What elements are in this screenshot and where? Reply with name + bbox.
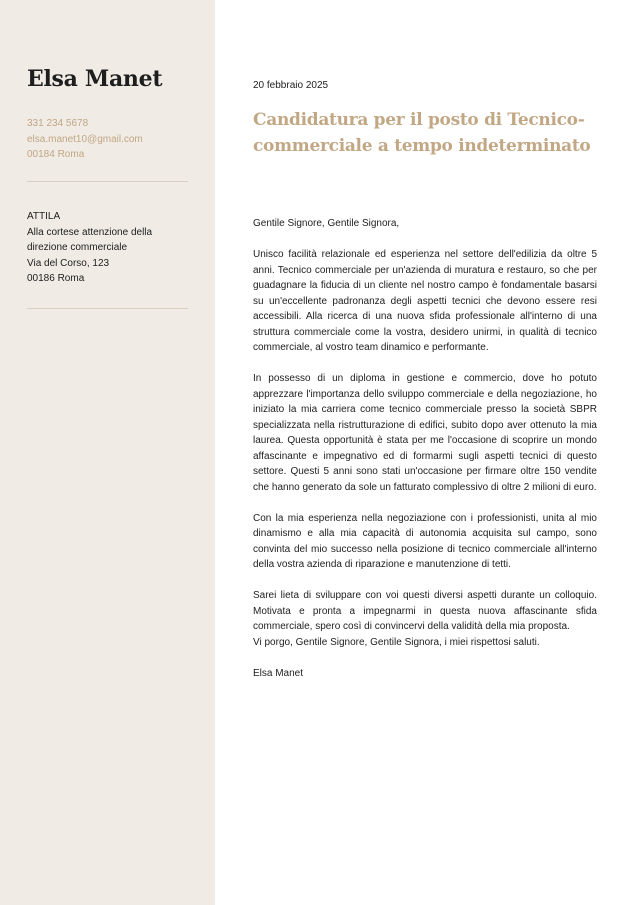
sender-contact (27, 116, 143, 163)
letter-date: 20 febbraio 2025 (253, 80, 329, 91)
recipient-street: Via del Corso, 123 (27, 257, 110, 269)
sender-phone: 331 234 5678 (27, 118, 89, 129)
signature: Elsa Manet (253, 667, 304, 679)
letter-subject: Candidatura per il posto di Tecnico-commerciale a tempo indeterminato (253, 110, 591, 156)
recipient-city: 00186 Roma (27, 273, 85, 284)
recipient-address (27, 209, 152, 287)
paragraph: Con la mia esperienza nella negoziazione con i professionisti, unita al mio dinamismo e alla mia capacità di autonomia acquisita sul campo, sono convinta del mio successo nella posizione di tecnico commerciale all'interno della vostra azienda di riparazione e manutenzione di tetti. (253, 512, 597, 570)
sender-city: 00184 Roma (27, 149, 85, 160)
closing: Vi porgo, Gentile Signore, Gentile Signora, i miei rispettosi saluti. (253, 636, 540, 648)
recipient-attention: Alla cortese attenzione della (27, 226, 153, 238)
divider (27, 181, 188, 182)
sender-name: Elsa Manet (27, 66, 163, 92)
paragraph: Sarei lieta di sviluppare con voi questi diversi aspetti durante un colloquio. Motivata e pronta a impegnarmi in questa nuova affascinante sfida commerciale, spero così di convincervi della validità della mia proposta. (253, 590, 597, 632)
sidebar (0, 0, 215, 905)
divider (27, 308, 188, 309)
paragraph: In possesso di un diploma in gestione e commercio, dove ho potuto apprezzare l'importanza dello sviluppo commerciale e della negoziazione, ho iniziato la mia carriera come tecnico commerciale presso la società SBPR specializzata nella ristrutturazione di edifici, subito dopo aver ottenuto la mia laurea. Questa opportunità è stata per me l'occasione di scoprire un mondo affascinante e impegnativo ed di formarmi sugli aspetti tecnici di questo settore. Questi 5 anni sono stati un'occasione per firmare oltre 150 vendite che hanno generato da sole un fatturato complessivo di oltre 2 milioni di euro. (253, 373, 597, 493)
letter-text (253, 216, 597, 681)
recipient-company: ATTILA (27, 211, 61, 222)
salutation: Gentile Signore, Gentile Signora, (253, 218, 400, 229)
sender-email: elsa.manet10@gmail.com (27, 133, 143, 145)
paragraph: Unisco facilità relazionale ed esperienza nel settore dell'edilizia da oltre 5 anni. Tecnico commerciale per un'azienda di muratura e restauro, so che per guadagnare la fiducia di un cliente nel nostro campo è fondamentale basarsi su un'eccellente padronanza degli aspetti tecnici che devono essere resi accessibili. Alla ricerca di una nuova sfida professionale all'interno di una struttura commerciale come la vostra, desidero unirmi, in qualità di tecnico commerciale, al vostro team dinamico e performante. (253, 249, 597, 353)
recipient-department: direzione commerciale (27, 242, 128, 253)
